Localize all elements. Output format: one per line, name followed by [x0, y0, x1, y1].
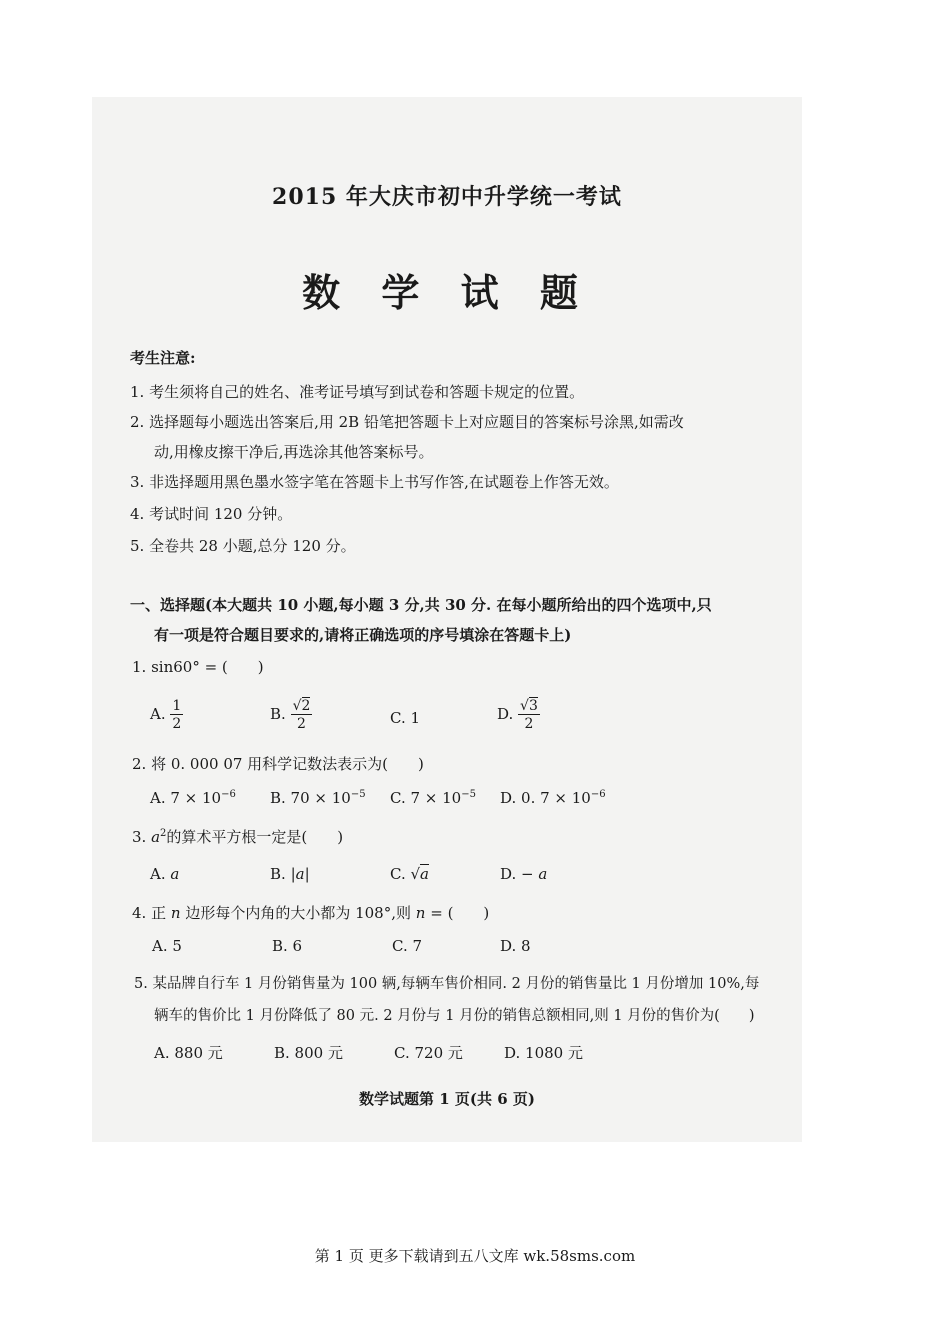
q2-option-d: [500, 789, 606, 807]
numerator: √2: [292, 698, 311, 714]
option-label: D.: [500, 865, 517, 883]
option-label: A.: [150, 865, 166, 883]
q2-option-c: [390, 789, 476, 807]
stem-text: = ( ): [430, 904, 490, 922]
question-4-stem: [132, 902, 489, 923]
q5-option-a: A. 880 元: [154, 1044, 223, 1062]
fraction: [170, 699, 183, 731]
q2-option-a: [150, 789, 236, 807]
notice-item: 4. 考试时间 120 分钟。: [130, 505, 293, 523]
notice-item: 3. 非选择题用黑色墨水签字笔在答题卡上书写作答,在试题卷上作答无效。: [130, 473, 619, 491]
option-text: A. 7 × 10: [150, 789, 222, 807]
section-heading: 一、选择题(本大题共 10 小题,每小题 3 分,共 30 分. 在每小题所给出的四个选项中,只: [130, 596, 712, 614]
variable: n: [170, 904, 181, 922]
q4-option-a: A. 5: [152, 937, 182, 955]
option-value: |a|: [290, 865, 310, 883]
variable: a: [151, 828, 161, 846]
q1-option-d: [497, 699, 540, 731]
option-text: D. 0. 7 × 10: [500, 789, 591, 807]
exam-title: 2015 年大庆市初中升学统一考试: [272, 184, 622, 210]
numerator: 1: [172, 698, 182, 714]
option-label: A.: [150, 705, 166, 723]
notice-item: 5. 全卷共 28 小题,总分 120 分。: [130, 537, 356, 555]
option-text: C. 7 × 10: [390, 789, 462, 807]
option-label: C.: [390, 865, 406, 883]
exponent: −5: [461, 789, 476, 800]
option-label: B.: [270, 705, 286, 723]
fraction: [291, 699, 313, 731]
denominator: 2: [297, 716, 306, 732]
exponent: −6: [590, 789, 606, 800]
exponent: 2: [160, 828, 167, 839]
stem-text: 边形每个内角的大小都为 108°,则: [185, 904, 411, 922]
q3-option-c: C. √a: [390, 865, 429, 883]
radicand: 3: [528, 698, 538, 714]
q1-option-c: C. 1: [390, 709, 421, 727]
fraction: [518, 699, 540, 731]
radicand: a: [420, 865, 429, 883]
q3-option-b: [270, 865, 310, 883]
q1-option-b: [270, 699, 312, 731]
q3-option-d: [500, 865, 547, 883]
exponent: −5: [350, 789, 366, 800]
q5-option-b: B. 800 元: [274, 1044, 343, 1062]
q4-option-b: B. 6: [272, 937, 303, 955]
option-text: B. 70 × 10: [270, 789, 351, 807]
notice-item: 2. 选择题每小题选出答案后,用 2B 铅笔把答题卡上对应题目的答案标号涂黑,如需改: [130, 413, 684, 431]
option-value: a: [170, 865, 180, 883]
q5-option-d: D. 1080 元: [504, 1044, 583, 1062]
subject-title: 数 学 试 题: [302, 270, 592, 315]
q4-option-d: D. 8: [500, 937, 531, 955]
notice-item: 动,用橡皮擦干净后,再选涂其他答案标号。: [154, 443, 434, 461]
q5-option-c: C. 720 元: [394, 1044, 463, 1062]
question-5-stem: 5. 某品牌自行车 1 月份销售量为 100 辆,每辆车售价相同. 2 月份的销售量比 1 月份增加 10%,每: [134, 976, 760, 992]
denominator: 2: [172, 716, 182, 732]
q3-option-a: [150, 865, 179, 883]
question-number: 3.: [132, 828, 147, 846]
page-footer: 第 1 页 更多下载请到五八文库 wk.58sms.com: [314, 1247, 636, 1265]
numerator: √3: [520, 698, 538, 714]
stem-text: 的算术平方根一定是( ): [166, 828, 344, 846]
option-label: B.: [270, 865, 286, 883]
notice-item: 1. 考生须将自己的姓名、准考证号填写到试卷和答题卡规定的位置。: [130, 383, 585, 401]
question-1-stem: 1. sin60° = ( ): [132, 658, 264, 676]
scanned-exam-page: [92, 97, 802, 1142]
inner-page-number: 数学试题第 1 页(共 6 页): [359, 1090, 535, 1108]
denominator: 2: [524, 716, 534, 732]
variable: n: [415, 904, 426, 922]
exponent: −6: [221, 789, 236, 800]
stem-text: 4. 正: [132, 904, 167, 922]
question-2-stem: 2. 将 0. 000 07 用科学记数法表示为( ): [132, 755, 424, 773]
question-3-stem: [132, 826, 343, 847]
q2-option-b: [270, 789, 366, 807]
q4-option-c: C. 7: [392, 937, 423, 955]
section-heading-cont: 有一项是符合题目要求的,请将正确选项的序号填涂在答题卡上): [154, 626, 572, 644]
option-value: − a: [521, 865, 548, 883]
question-5-stem-cont: 辆车的售价比 1 月份降低了 80 元. 2 月份与 1 月份的销售总额相同,则 1 月份的售价为( ): [154, 1008, 755, 1024]
radicand: 2: [301, 698, 311, 714]
q1-option-a: [150, 699, 183, 731]
option-label: D.: [497, 705, 514, 723]
notice-heading: 考生注意:: [130, 349, 196, 367]
